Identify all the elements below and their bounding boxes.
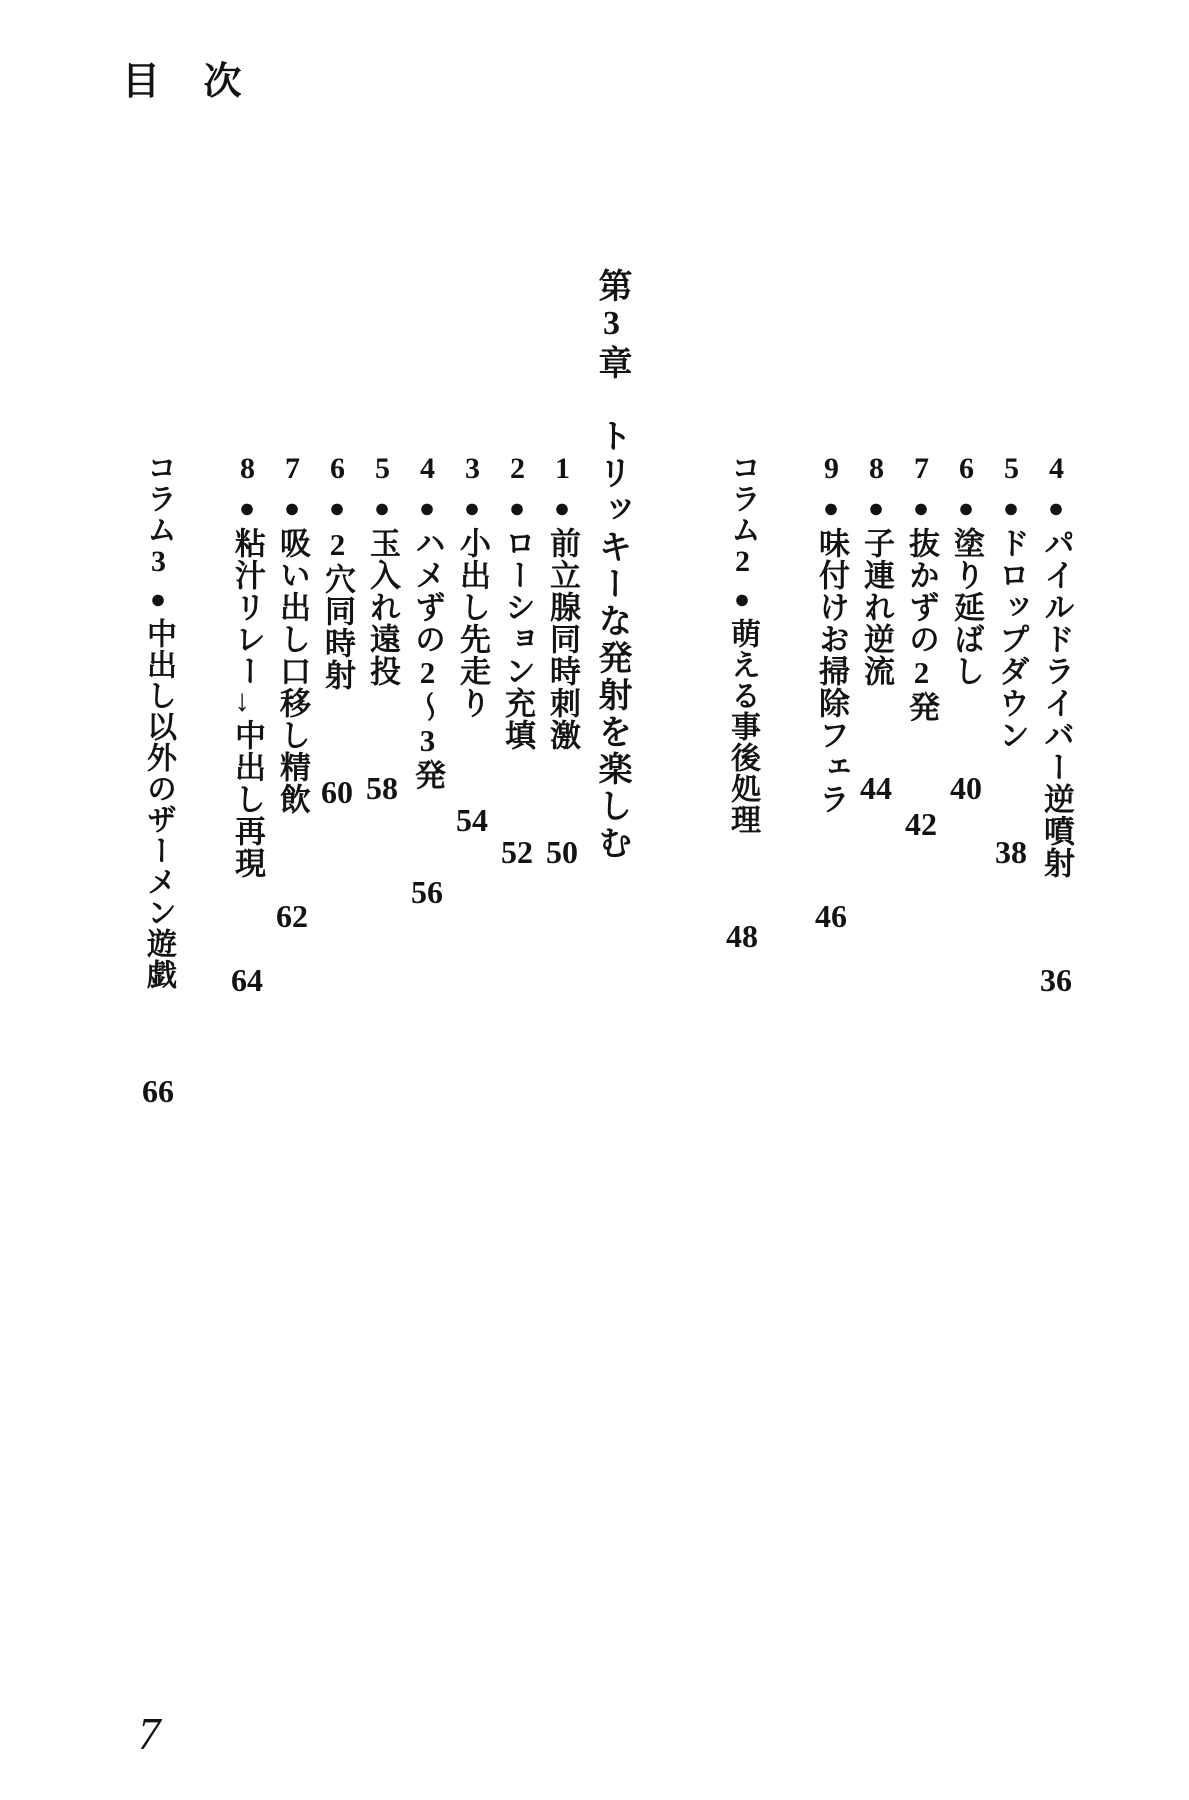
entry-number: 9 <box>815 452 848 486</box>
toc-entry-4 <box>405 452 449 908</box>
toc-entry-8r <box>854 452 898 804</box>
entry-number: 5 <box>366 452 399 486</box>
entry-title: ドロップダウン <box>994 527 1029 751</box>
entry-page-number: 64 <box>231 964 263 996</box>
entry-title: ローション充填 <box>500 527 535 751</box>
entry-page-number: 60 <box>321 776 353 808</box>
entry-number: 6 <box>321 452 354 486</box>
bullet-icon: ● <box>412 493 442 524</box>
bullet-icon: ● <box>367 493 397 524</box>
toc-header: 目 次 <box>122 61 244 103</box>
bullet-icon: ● <box>1041 493 1071 524</box>
entry-title: ハメずの2〜3発 <box>410 527 445 791</box>
bullet-icon: ● <box>502 493 532 524</box>
toc-entry-2 <box>495 452 539 868</box>
column-label: コラム3 <box>142 452 175 579</box>
entry-title: 前立腺同時刺激 <box>545 527 580 751</box>
toc-entry-4r <box>1034 452 1078 996</box>
entry-page-number: 42 <box>905 808 937 840</box>
toc-entry-8 <box>225 452 269 996</box>
entry-page-number: 40 <box>950 772 982 804</box>
chapter-title: トリッキーな発射を楽しむ <box>593 418 630 862</box>
bullet-icon: ● <box>277 493 307 524</box>
entry-title: 2穴同時射 <box>320 527 355 691</box>
entry-page-number: 46 <box>815 900 847 932</box>
entry-page-number: 38 <box>995 836 1027 868</box>
entry-number: 8 <box>860 452 893 486</box>
column-label: コラム2 <box>726 452 759 579</box>
entry-title: 塗り延ばし <box>949 527 984 687</box>
bullet-icon: ● <box>996 493 1026 524</box>
entry-number: 7 <box>905 452 938 486</box>
entry-title: 吸い出し口移し精飲 <box>275 527 310 815</box>
entry-title: 萌える事後処理 <box>726 618 759 835</box>
toc-entry-9r <box>809 452 853 932</box>
toc-entry-5 <box>360 452 404 804</box>
toc-entry-7 <box>270 452 314 932</box>
toc-entry-6r <box>944 452 988 804</box>
entry-page-number: 58 <box>366 772 398 804</box>
entry-page-number: 44 <box>860 772 892 804</box>
bullet-icon: ● <box>727 584 757 615</box>
entry-title: 味付けお掃除フェラ <box>814 527 849 815</box>
toc-entry-6 <box>315 452 359 808</box>
toc-entry-column3 <box>136 452 180 1107</box>
bullet-icon: ● <box>906 493 936 524</box>
bullet-icon: ● <box>457 493 487 524</box>
entry-title: 小出し先走り <box>455 527 490 719</box>
entry-title: パイルドライバー逆噴射 <box>1039 527 1074 879</box>
toc-entry-1 <box>540 452 584 868</box>
entry-number: 8 <box>231 452 264 486</box>
entry-page-number: 50 <box>546 836 578 868</box>
chapter-number: 第3章 <box>593 268 630 382</box>
toc-entry-3 <box>450 452 494 836</box>
entry-number: 2 <box>501 452 534 486</box>
bullet-icon: ● <box>816 493 846 524</box>
toc-entry-column2 <box>720 452 764 952</box>
folio-page-number: 7 <box>138 1709 161 1759</box>
bullet-icon: ● <box>143 584 173 615</box>
toc-entry-5r <box>989 452 1033 868</box>
entry-page-number: 56 <box>411 876 443 908</box>
entry-number: 3 <box>456 452 489 486</box>
entry-number: 4 <box>1040 452 1073 486</box>
entry-number: 4 <box>411 452 444 486</box>
bullet-icon: ● <box>322 493 352 524</box>
entry-page-number: 54 <box>456 804 488 836</box>
entry-page-number: 48 <box>726 920 758 952</box>
entry-page-number: 52 <box>501 836 533 868</box>
entry-number: 5 <box>995 452 1028 486</box>
entry-number: 1 <box>546 452 579 486</box>
bullet-icon: ● <box>951 493 981 524</box>
entry-number: 7 <box>276 452 309 486</box>
toc-entry-7r <box>899 452 943 840</box>
chapter-heading <box>588 268 634 862</box>
entry-page-number: 36 <box>1040 964 1072 996</box>
entry-title: 粘汁リレー→中出し再現 <box>230 527 265 879</box>
entry-page-number: 62 <box>276 900 308 932</box>
entry-title: 抜かずの2発 <box>904 527 939 723</box>
entry-title: 中出し以外のザーメン遊戯 <box>142 618 175 990</box>
entry-title: 玉入れ遠投 <box>365 527 400 687</box>
bullet-icon: ● <box>547 493 577 524</box>
entry-title: 子連れ逆流 <box>859 527 894 687</box>
bullet-icon: ● <box>861 493 891 524</box>
entry-number: 6 <box>950 452 983 486</box>
bullet-icon: ● <box>232 493 262 524</box>
entry-page-number: 66 <box>142 1075 174 1107</box>
